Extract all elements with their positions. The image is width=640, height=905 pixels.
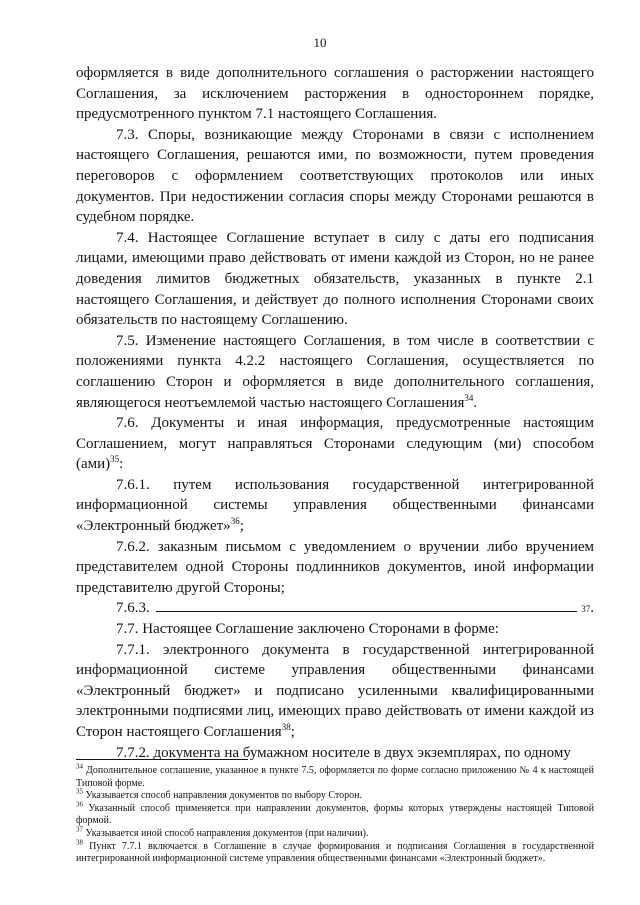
footnote-ref-38: 38 [281, 722, 291, 732]
paragraph-7-7-2: 7.7.2. документа на бумажном носителе в двух экземплярах, по одному [116, 744, 571, 761]
footnote-ref-36: 36 [230, 516, 240, 527]
fill-in-blank-line [156, 599, 578, 612]
paragraph-7-2-continuation: оформляется в виде дополнительного соглашения о расторжении настоящего Соглашения, за исключением расторжения в одностороннем порядке, предусмотренного пунктом 7.1 настоящего Соглашения. [76, 65, 594, 123]
paragraph-7-5: 7.5. Изменение настоящего Соглашения, в том числе в соответствии с положениями пункта 4.2.2 настоящего Соглашения, осуществляется по соглашению Сторон и оформляется в виде дополнительного соглашения, являющегося неотъемлемой частью настоящего Соглашения$^{34}$. [76, 332, 594, 411]
paragraph-7-6-1: 7.6.1. путем использования государственной интегрированной информационной системы управления общественными финансами «Электронный бюджет»$^{36}$; [76, 476, 594, 535]
footnote-35: $^{35}$ Указывается способ направления документов по выбору Сторон. [76, 787, 362, 802]
paragraph-7-7-1: 7.7.1. электронного документа в государственной интегрированной информационной системе управления общественными финансами «Электронный бюджет» и подписано усиленными квалифицированными электронными подписями лиц, имеющих право действовать от имени каждой из Сторон настоящего Соглашения$^{38}$; [76, 641, 594, 740]
paragraph-7-3: 7.3. Споры, возникающие между Сторонами в связи с исполнением настоящего Соглашения, решаются ими, по возможности, путем проведения переговоров с оформлением соответствующих протоколов или иных документов. При недостижении согласия споры между Сторонами решаются в судебном порядке. [76, 126, 594, 226]
footnote-ref-34: 34 [464, 392, 474, 403]
footnote-38: $^{38}$ Пункт 7.7.1 включается в Соглашение в случае формирования и подписания Соглашения в государственной интегрированной информационной системе управления общественными финансами «Электронный бюджет». [76, 838, 594, 865]
footnote-separator [76, 759, 248, 760]
footnote-36: $^{36}$ Указанный способ применяется при направлении документов, формы которых утверждены настоящей Типовой формой. [76, 800, 594, 827]
paragraph-7-6-2: 7.6.2. заказным письмом с уведомлением о вручении либо вручением представителем одной Стороны подлинников документов, иной информации представителю другой Стороны; [76, 538, 594, 596]
paragraph-7-6-3: 7.6.3. 37 . [116, 600, 594, 617]
paragraph-7-4: 7.4. Настоящее Соглашение вступает в силу с даты его подписания лицами, имеющими право действовать от имени каждой из Сторон, но не ранее доведения лимитов бюджетных обязательств, указанных в пункте 2.1 настоящего Соглашения, и действует до полного исполнения Сторонами своих обязательств по настоящему Соглашению. [76, 229, 594, 329]
footnote-ref-35: 35 [110, 454, 120, 465]
paragraph-7-6: 7.6. Документы и иная информация, предусмотренные настоящим Соглашением, могут направляться Сторонами следующим (ми) способом (ами)$^{35}$: [76, 415, 594, 473]
page-number: 10 [313, 35, 327, 50]
footnote-34: $^{34}$ Дополнительное соглашение, указанное в пункте 7.5, оформляется по форме согласно приложению № 4 к настоящей Типовой форме. [76, 762, 594, 789]
paragraph-7-7: 7.7. Настоящее Соглашение заключено Сторонами в форме: [116, 621, 499, 638]
document-body [76, 63, 594, 763]
footnotes [76, 762, 594, 866]
footnote-37: $^{37}$ Указывается иной способ направления документов (при наличии). [76, 825, 369, 839]
